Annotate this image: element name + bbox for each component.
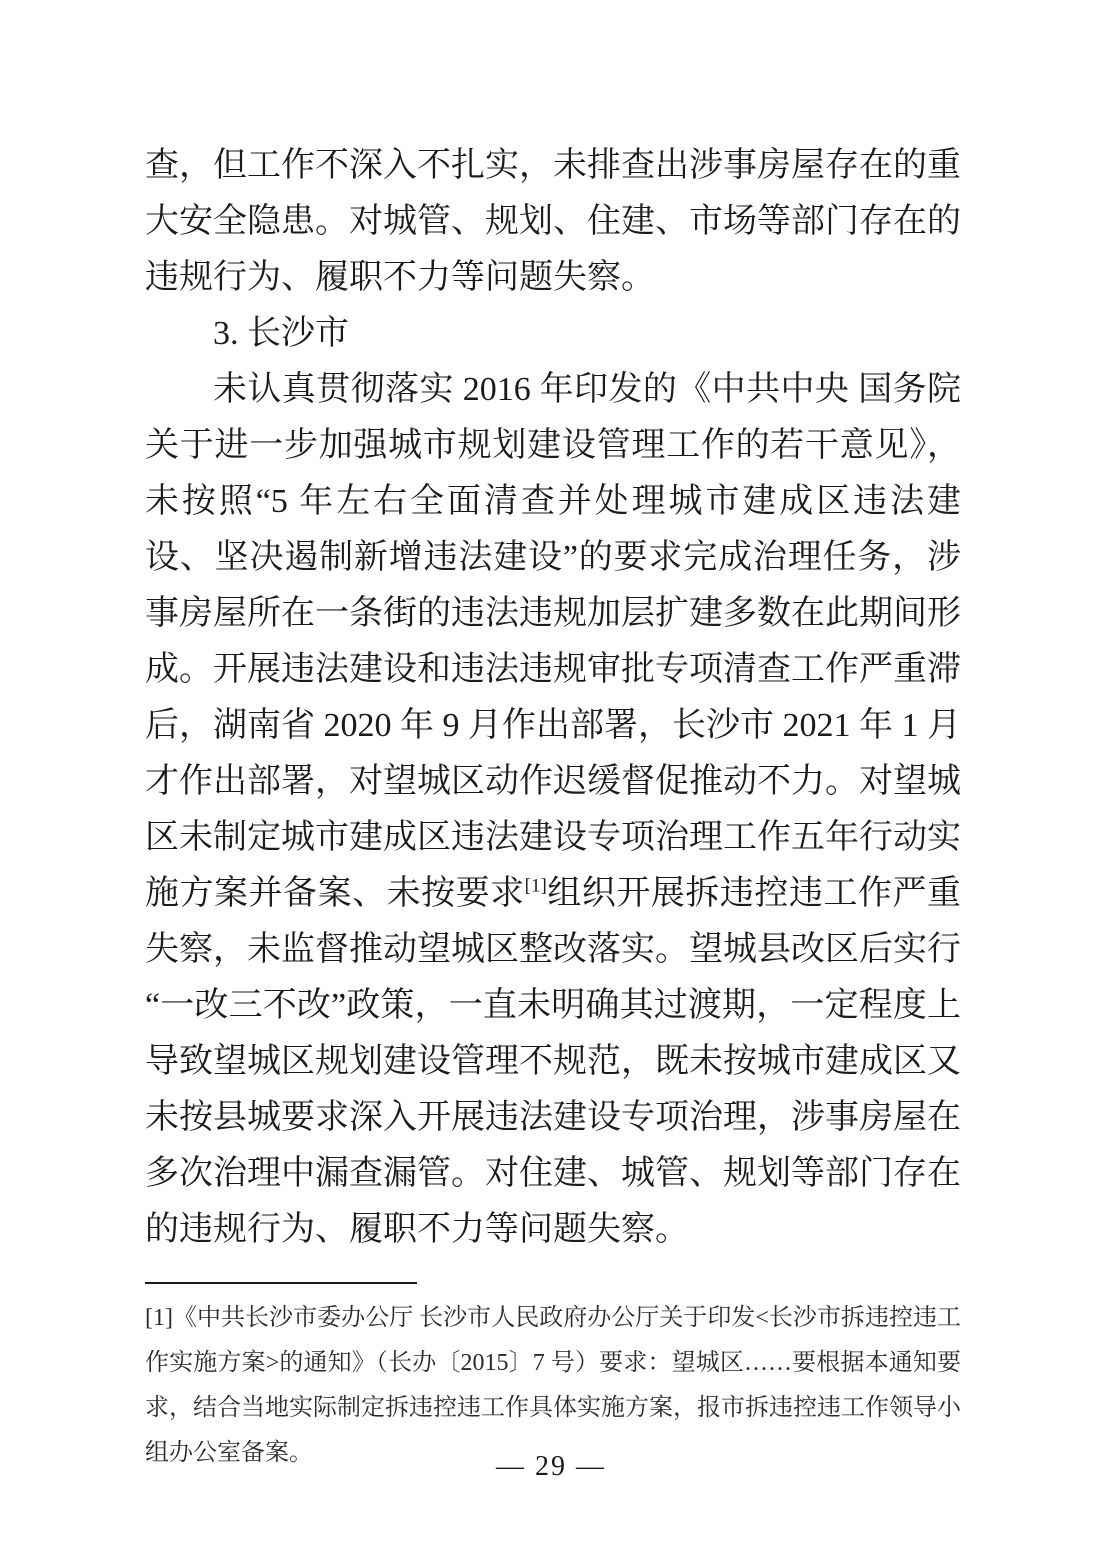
page-footer: [0, 1452, 1102, 1482]
footnote-ref-marker: [1]: [524, 875, 547, 897]
paragraph-main-text-after-ref: 组织开展拆违控违工作严重失察，未监督推动望城区整改落实。望城县改区后实行“一改三不改”政策，一直未明确其过渡期，一定程度上导致望城区规划建设管理不规范，既未按城市建成区又未按县城要求深入开展违法建设专项治理，涉事房屋在多次治理中漏查漏管。对住建、城管、规划等部门存在的违规行为、履职不力等问题失察。: [145, 875, 962, 1248]
paragraph-main-text-before-ref: 未认真贯彻落实 2016 年印发的《中共中央 国务院关于进一步加强城市规划建设管理工作的若干意见》，未按照“5 年左右全面清查并处理城市建成区违法建设、坚决遏制新增违法建设”的要求完成治理任务，涉事房屋所在一条街的违法违规加层扩建多数在此期间形成。开展违法建设和违法违规审批专项清查工作严重滞后，湖南省 2020 年 9 月作出部署，长沙市 2021 年 1 月才作出部署，对望城区动作迟缓督促推动不力。对望城区未制定城市建成区违法建设专项治理工作五年行动实施方案并备案、未按要求: [145, 371, 961, 912]
page-number: — 29 —: [496, 1451, 606, 1482]
section-heading: 3. 长沙市: [213, 315, 349, 352]
footnote-separator-line: [145, 1282, 417, 1284]
paragraph-continuation: 查，但工作不深入不扎实，未排查出涉事房屋存在的重大安全隐患。对城管、规划、住建、市场等部门存在的违规行为、履职不力等问题失察。: [145, 147, 961, 296]
footnote-section: [145, 1282, 961, 1476]
document-body: [145, 138, 961, 1258]
footnote-text: [1]《中共长沙市委办公厅 长沙市人民政府办公厅关于印发<长沙市拆违控违工作实施方案>的通知》（长办〔2015〕7 号）要求：望城区……要根据本通知要求，结合当地实际制定拆违控违工作具体实施方案，报市拆违控违工作领导小组办公室备案。: [145, 1305, 961, 1466]
paragraph-main: [145, 362, 961, 1258]
